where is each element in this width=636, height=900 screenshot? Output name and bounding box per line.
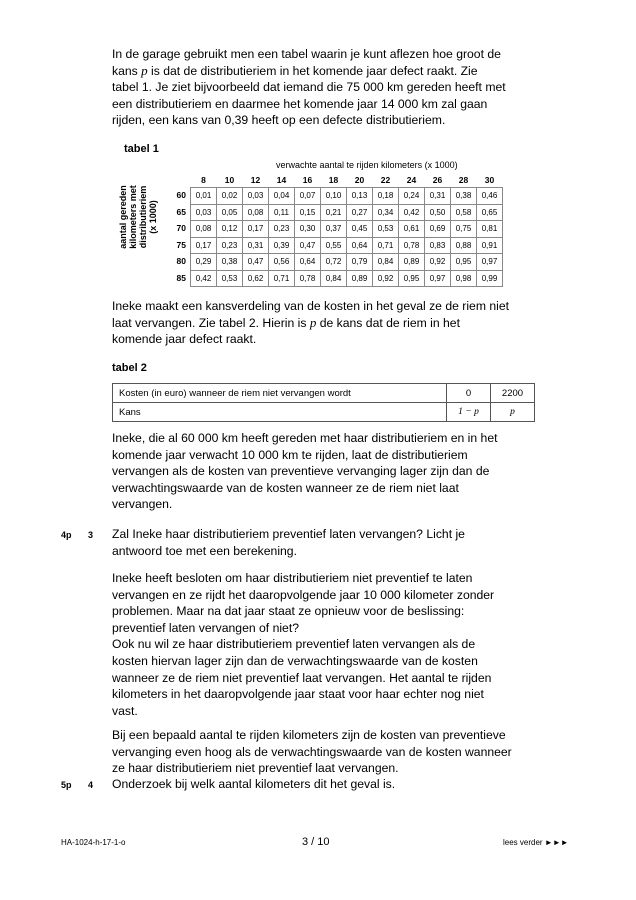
para5-line: Bij een bepaald aantal te rijden kilometers zijn de kosten van preventieve	[112, 728, 506, 742]
question-3-line: Zal Ineke haar distributieriem preventief laten vervangen? Licht je	[112, 527, 465, 541]
tabel1-column-header: 26	[432, 175, 443, 185]
tabel1-cell: 0,75	[451, 221, 477, 238]
para3-line: vervangen.	[112, 497, 173, 512]
tabel1-caption: tabel 1	[124, 143, 159, 155]
question-3-line: antwoord toe met een berekening.	[112, 543, 297, 558]
para5-line: vervanging even hoog als de verwachtingswaarde van de kosten wanneer	[112, 744, 512, 759]
tabel1-cell: 0,08	[243, 204, 269, 221]
tabel1-cell: 0,42	[191, 270, 217, 287]
tabel1-cell: 0,10	[321, 188, 347, 205]
tabel1-cell: 0,17	[243, 221, 269, 238]
tabel1-cell: 0,97	[425, 270, 451, 287]
tabel2-label-kans: Kans	[113, 403, 447, 422]
tabel1-cell: 0,53	[217, 270, 243, 287]
tabel1-cell: 0,71	[373, 237, 399, 254]
para2	[112, 298, 552, 348]
tabel1-cell: 0,23	[217, 237, 243, 254]
tabel1-row	[191, 254, 503, 271]
tabel1-column-header: 20	[354, 175, 365, 185]
tabel1-row	[191, 221, 503, 238]
tabel1-cell: 0,03	[243, 188, 269, 205]
para3-line: verwachtingswaarde van de kosten wanneer ze de riem niet laat	[112, 480, 459, 495]
tabel1-cell: 0,21	[321, 204, 347, 221]
tabel1-row	[191, 237, 503, 254]
para2-line-2a: laat vervangen. Zie tabel 2. Hierin is	[112, 315, 307, 330]
para4-line: preventief laten vervangen of niet?	[112, 620, 300, 635]
tabel1-cell: 0,97	[477, 254, 503, 271]
tabel1-column-header: 28	[458, 175, 469, 185]
tabel1-cell: 0,53	[373, 221, 399, 238]
tabel1-cell: 0,58	[451, 204, 477, 221]
tabel2-row-kans	[113, 403, 535, 422]
tabel1-cell: 0,61	[399, 221, 425, 238]
tabel1-cell: 0,98	[451, 270, 477, 287]
tabel1-cell: 0,89	[347, 270, 373, 287]
tabel1-row-header: 80	[176, 256, 186, 266]
tabel1-cell: 0,29	[191, 254, 217, 271]
tabel1-cell: 0,27	[347, 204, 373, 221]
tabel1-cell: 0,78	[295, 270, 321, 287]
tabel1-side-title	[118, 162, 158, 272]
tabel1-cell: 0,11	[269, 204, 295, 221]
tabel1-cell: 0,62	[243, 270, 269, 287]
tabel1-row	[191, 204, 503, 221]
intro-line-2	[112, 63, 552, 80]
tabel1-cell: 0,12	[217, 221, 243, 238]
para4-line: vervangen en ze rijdt het daaropvolgende jaar 10 000 kilometer zonder	[112, 587, 495, 602]
question-4-points: 5p	[61, 780, 72, 790]
tabel1-cell: 0,39	[269, 237, 295, 254]
tabel2-cell: p	[491, 403, 535, 422]
tabel1-cell: 0,88	[451, 237, 477, 254]
tabel1-cell: 0,31	[425, 188, 451, 205]
tabel1-row-header: 75	[176, 239, 186, 250]
para4-line: Ineke heeft besloten om haar distributieriem niet preventief te laten	[112, 571, 473, 585]
tabel1-cell: 0,38	[451, 188, 477, 205]
tabel1-cell: 0,46	[477, 188, 503, 205]
para5	[112, 727, 552, 777]
para4-line: wanneer ze de riem niet preventief laat vervangen. Het aantal te rijden	[112, 670, 492, 685]
tabel1-cell: 0,17	[191, 237, 217, 254]
tabel2-cell: 1 − p	[447, 403, 491, 422]
tabel1-cell: 0,69	[425, 221, 451, 238]
tabel1-cell: 0,34	[373, 204, 399, 221]
tabel1-cell: 0,50	[425, 204, 451, 221]
tabel1-cell: 0,24	[399, 188, 425, 205]
tabel1-cell: 0,79	[347, 254, 373, 271]
tabel2-label-kosten: Kosten (in euro) wanneer de riem niet vervangen wordt	[113, 384, 447, 403]
para4-line: vast.	[112, 703, 138, 718]
question-4-line: Onderzoek bij welk aantal kilometers dit het geval is.	[112, 777, 396, 791]
tabel1-column-header: 10	[224, 175, 235, 185]
tabel1-cell: 0,78	[399, 237, 425, 254]
tabel1-cell: 0,03	[191, 204, 217, 221]
tabel1-cell: 0,47	[243, 254, 269, 271]
tabel1-cell: 0,38	[217, 254, 243, 271]
intro-line-2a: kans	[112, 63, 138, 78]
tabel1-cell: 0,92	[373, 270, 399, 287]
question-4-number: 4	[88, 780, 94, 790]
question-3-number: 3	[88, 530, 94, 540]
tabel1-cell: 0,30	[295, 221, 321, 238]
intro-line-4: een distributieriem en daarmee het komende jaar 14 000 km zal gaan	[112, 96, 488, 111]
tabel1-column-title: verwachte aantal te rijden kilometers (x 1000)	[276, 160, 458, 170]
tabel1-cell: 0,01	[191, 188, 217, 205]
tabel1-cell: 0,65	[477, 204, 503, 221]
tabel1-cell: 0,18	[373, 188, 399, 205]
question-3-points: 4p	[61, 530, 72, 540]
para2-line-2b: de kans dat de riem in het	[319, 315, 460, 330]
tabel1-column-header: 14	[276, 175, 287, 185]
para4-line: kilometers in het daaropvolgende jaar staat voor haar echter nog niet	[112, 687, 484, 702]
para3	[112, 430, 552, 513]
tabel1-cell: 0,64	[347, 237, 373, 254]
tabel1-column-header: 24	[406, 175, 417, 185]
para3-line: vervangen als de kosten van preventieve vervanging lager zijn dan de	[112, 464, 490, 479]
question-3-text	[112, 526, 552, 559]
intro-line-1: In de garage gebruikt men een tabel waarin je kunt aflezen hoe groot de	[112, 47, 501, 61]
para4	[112, 570, 552, 719]
tabel1-cell: 0,15	[295, 204, 321, 221]
tabel1-cell: 0,08	[191, 221, 217, 238]
tabel1-cell: 0,64	[295, 254, 321, 271]
para4-line: problemen. Maar na dat jaar staat ze opnieuw voor de beslissing:	[112, 604, 465, 619]
tabel1-cell: 0,92	[425, 254, 451, 271]
tabel1-row-header: 60	[176, 190, 186, 200]
tabel1-cell: 0,07	[295, 188, 321, 205]
para3-line: Ineke, die al 60 000 km heeft gereden met haar distributieriem en in het	[112, 431, 498, 445]
intro-paragraph	[112, 46, 552, 129]
tabel1-cell: 0,84	[321, 270, 347, 287]
tabel1-column-header: 8	[201, 175, 206, 185]
para2-line-1: Ineke maakt een kansverdeling van de kosten in het geval ze de riem niet	[112, 299, 510, 313]
tabel1-cell: 0,71	[269, 270, 295, 287]
tabel1-cell: 0,56	[269, 254, 295, 271]
tabel2	[112, 383, 535, 422]
tabel1-cell: 0,05	[217, 204, 243, 221]
tabel1-cell: 0,84	[373, 254, 399, 271]
para2-line-2	[112, 315, 552, 332]
side-title-line-4: (x 1000)	[148, 200, 158, 234]
tabel1-column-header: 12	[250, 175, 261, 185]
para2-line-3: komende jaar defect raakt.	[112, 332, 257, 347]
tabel1-cell: 0,31	[243, 237, 269, 254]
tabel1-cell: 0,89	[399, 254, 425, 271]
tabel1-row-header: 85	[176, 272, 186, 283]
var-p: p	[309, 314, 317, 330]
tabel1-cell: 0,23	[269, 221, 295, 238]
tabel1-grid	[190, 187, 503, 287]
tabel1-row-header: 70	[176, 223, 186, 233]
tabel1-cell: 0,95	[451, 254, 477, 271]
tabel2-row-kosten	[113, 384, 535, 403]
question-4-text	[112, 776, 552, 793]
intro-line-3: tabel 1. Je ziet bijvoorbeeld dat iemand die 75 000 km gereden heeft met	[112, 80, 506, 95]
tabel1-row-header: 65	[176, 206, 186, 217]
side-title-line-1: aantal gereden	[118, 185, 128, 249]
side-title-line-3: distributieriem	[138, 185, 148, 249]
para3-line: komende jaar verwacht 10 000 km te rijden, laat de distributieriem	[112, 447, 468, 462]
tabel1-row	[191, 270, 503, 287]
tabel1-cell: 0,37	[321, 221, 347, 238]
tabel1-cell: 0,83	[425, 237, 451, 254]
tabel1-cell: 0,02	[217, 188, 243, 205]
tabel1-column-header: 30	[484, 175, 495, 185]
tabel1-column-header: 16	[302, 175, 313, 185]
tabel2-cell: 0	[447, 384, 491, 403]
tabel1-cell: 0,72	[321, 254, 347, 271]
var-p: p	[141, 62, 148, 78]
tabel1-cell: 0,99	[477, 270, 503, 287]
tabel1-cell: 0,95	[399, 270, 425, 287]
tabel2-caption: tabel 2	[112, 362, 147, 374]
para4-line: Ook nu wil ze haar distributieriem preventief laten vervangen als de	[112, 637, 476, 652]
side-title-line-2: kilometers met	[128, 185, 138, 249]
footer-exam-code: HA-1024-h-17-1-o	[61, 838, 126, 847]
tabel1-cell: 0,42	[399, 204, 425, 221]
tabel1-row	[191, 188, 503, 205]
para4-line: kosten hiervan lager zijn dan de verwachtingswaarde van de kosten	[112, 653, 478, 668]
tabel2-cell: 2200	[491, 384, 535, 403]
footer-next-page: lees verder ►►►	[503, 838, 569, 847]
tabel1-cell: 0,55	[321, 237, 347, 254]
tabel1-cell: 0,91	[477, 237, 503, 254]
intro-line-2b: is dat de distributieriem in het komende jaar defect raakt. Zie	[151, 63, 478, 78]
para5-line: ze haar distributieriem niet preventief laat vervangen.	[112, 761, 399, 776]
tabel1-cell: 0,13	[347, 188, 373, 205]
tabel1-cell: 0,81	[477, 221, 503, 238]
tabel1-column-header: 18	[328, 175, 339, 185]
tabel1-cell: 0,47	[295, 237, 321, 254]
tabel1-cell: 0,45	[347, 221, 373, 238]
footer-page-number: 3 / 10	[302, 836, 330, 848]
intro-line-5: rijden, een kans van 0,39 heeft op een defecte distributieriem.	[112, 113, 446, 128]
tabel1-column-header: 22	[380, 175, 391, 185]
tabel1-cell: 0,04	[269, 188, 295, 205]
